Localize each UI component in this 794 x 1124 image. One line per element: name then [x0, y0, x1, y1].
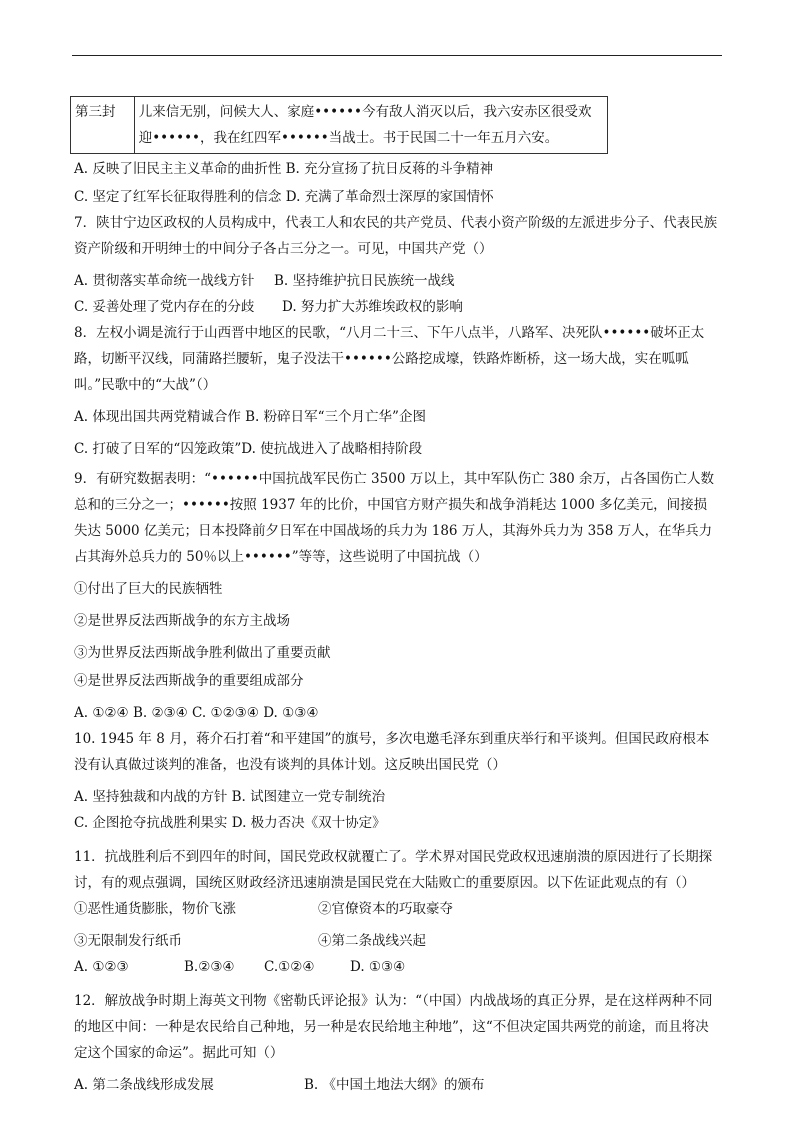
q7-line-2 — [74, 294, 720, 320]
letter-label: 第三封 — [71, 97, 135, 154]
q6-option-a: A. 反映了旧民主主义革命的曲折性 — [74, 161, 282, 177]
q6-option-b: B. 充分宣扬了抗日反蒋的斗争精神 — [285, 161, 494, 177]
q10-line-2 — [74, 810, 720, 836]
q8-option-c: C. 打破了日军的“囚笼政策” — [74, 441, 242, 457]
q11-option-a: A. ①②③ — [74, 959, 129, 975]
q10-option-a: A. 坚持独裁和内战的方针 — [74, 789, 228, 805]
q8-line-2 — [74, 436, 720, 462]
q9-option-d: D. ①③④ — [263, 705, 319, 721]
q7-line-1 — [74, 268, 720, 294]
q10-option-b: B. 试图建立一党专制统治 — [231, 789, 386, 805]
q11-option-c: C.①②④ — [264, 959, 315, 975]
q9-item-4: ④是世界反法西斯战争的重要组成部分 — [74, 673, 304, 689]
q8-line-1 — [74, 404, 720, 430]
q6-line-1 — [74, 156, 720, 182]
q6-line-2 — [74, 184, 720, 210]
q10-option-c: C. 企图抢夺抗战胜利果实 — [74, 815, 228, 831]
header-rule — [72, 55, 722, 56]
q7-option-c: C. 妥善处理了党内存在的分歧 — [74, 299, 255, 315]
q11-item-4: ④第二条战线兴起 — [318, 933, 426, 949]
q7-option-a: A. 贯彻落实革命统一战线方针 — [74, 273, 255, 289]
question-9 — [74, 466, 720, 726]
q8-option-b: B. 粉碎日军“三个月亡华”企图 — [245, 409, 426, 425]
letter-text: 儿来信无别，问候大人、家庭••••••今有敌人消灭以后，我六安赤区很受欢迎••••••，我在红四军••••••当战士。书于民国二十一年五月六安。 — [134, 97, 607, 154]
q11-option-b: B.②③④ — [184, 959, 235, 975]
q11-stem: 11．抗战胜利后不到四年的时间，国民党政权就覆亡了。学术界对国民党政权迅速崩溃的原因进行了长期探讨，有的观点强调，国统区财政经济迅速崩溃是国民党在大陆败亡的重要原因。以下佐证此观点的有（） — [74, 849, 713, 891]
question-10 — [74, 726, 720, 836]
q9-option-b: B. ②③④ — [132, 705, 188, 721]
q11-option-d: D. ①③④ — [350, 959, 406, 975]
q7-option-b: B. 坚持维护抗日民族统一战线 — [274, 273, 455, 289]
q11-item-1: ①恶性通货膨胀，物价飞涨 — [74, 901, 236, 917]
q9-item-1: ①付出了巨大的民族牺牲 — [74, 581, 223, 597]
q11-item-3: ③无限制发行纸币 — [74, 933, 182, 949]
q8-option-a: A. 体现出国共两党精诚合作 — [74, 409, 241, 425]
q9-options — [74, 700, 720, 726]
q10-stem: 10. 1945 年 8 月，蒋介石打着“和平建国”的旗号，多次电邀毛泽东到重庆举行和平谈判。但国民政府根本没有认真做过谈判的准备，也没有谈判的具体计划。这反映出国民党（） — [74, 731, 710, 773]
q10-option-d: D. 极力否决《双十协定》 — [231, 815, 386, 831]
q9-stem: 9．有研究数据表明：“••••••中国抗战军民伤亡 3500 万以上，其中军队伤亡 380 余万，占各国伤亡人数总和的三分之一；••••••按照 1937 年的比价，中国官方财产损失和战争消耗达 1000 多亿美元，间接损失达 5000 亿美元；日本投降前夕日军在中国战场的兵力为 186 万人，其海外兵力为 358 万人，在华兵力占其海外总兵力的 50％以上••••••”等等，这些说明了中国抗战（） — [74, 471, 715, 565]
question-7 — [74, 210, 720, 320]
question-12 — [74, 988, 720, 1098]
content — [74, 96, 720, 1098]
q11-items-row-2 — [74, 928, 720, 954]
q12-option-a: A. 第二条战线形成发展 — [74, 1077, 214, 1093]
q6-option-d: D. 充满了革命烈士深厚的家国情怀 — [285, 189, 494, 205]
q8-stem: 8．左权小调是流行于山西晋中地区的民歌，“八月二十三、下午八点半，八路军、决死队••••••破坏正太路，切断平汉线，同蒲路拦腰斩，鬼子没法干••••••公路挖成壕，铁路炸断桥，这一场大战，实在呱呱叫。”民歌中的“大战”（） — [74, 325, 705, 393]
q9-item-2: ②是世界反法西斯战争的东方主战场 — [74, 613, 290, 629]
q7-stem: 7．陕甘宁边区政权的人员构成中，代表工人和农民的共产党员、代表小资产阶级的左派进步分子、代表民族资产阶级和开明绅士的中间分子各占三分之一。可见，中国共产党（） — [74, 215, 718, 257]
q12-options — [74, 1072, 720, 1098]
question-8 — [74, 320, 720, 462]
q11-items-row-1 — [74, 896, 720, 922]
q9-option-a: A. ①②④ — [74, 705, 129, 721]
q12-stem: 12．解放战争时期上海英文刊物《密勒氏评论报》认为：“（中国）内战战场的真正分界，是在这样两种不同的地区中间：一种是农民给自己种地，另一种是农民给地主种地”，这“不但决定国共两党的前途，而且将决定这个国家的命运”。据此可知（） — [74, 993, 713, 1061]
q12-option-b: B. 《中国土地法大纲》的颁布 — [304, 1077, 485, 1093]
q8-option-d: D. 使抗战进入了战略相持阶段 — [241, 441, 423, 457]
question-11 — [74, 844, 720, 980]
q9-option-c: C. ①②③④ — [192, 705, 259, 721]
question-6 — [74, 156, 720, 210]
q6-option-c: C. 坚定了红军长征取得胜利的信念 — [74, 189, 282, 205]
q10-line-1 — [74, 784, 720, 810]
q11-item-2: ②官僚资本的巧取豪夺 — [318, 901, 453, 917]
q9-item-3: ③为世界反法西斯战争胜利做出了重要贡献 — [74, 645, 331, 661]
q7-option-d: D. 努力扩大苏维埃政权的影响 — [282, 299, 463, 315]
q11-options — [74, 954, 720, 980]
letter-table — [70, 96, 608, 154]
